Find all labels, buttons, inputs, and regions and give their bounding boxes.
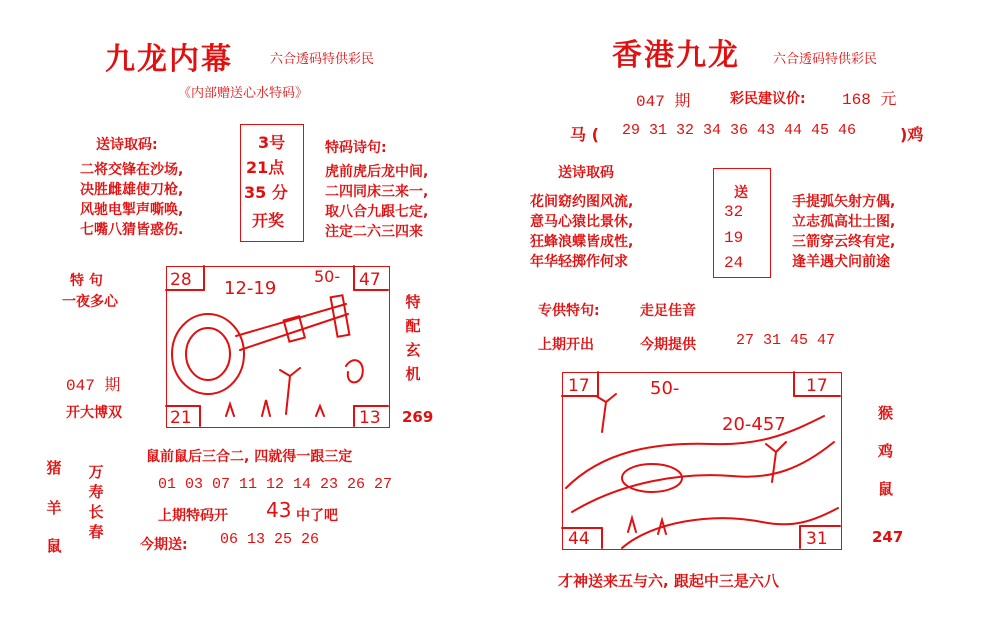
left-last-issue-suffix: 中了吧: [296, 508, 338, 524]
left-animals-col2: 万寿长春: [88, 463, 104, 541]
right-poem2-line: 逢羊遇犬问前途: [792, 254, 890, 270]
left-animal: 鼠: [46, 537, 62, 555]
right-send-box-line: 送: [734, 185, 748, 201]
left-special-poem-line: 取八合九跟七定,: [325, 204, 429, 220]
right-picture-corner-tr: 17: [806, 376, 828, 396]
right-poem2-line: 立志孤高壮士图,: [792, 214, 896, 230]
right-horse-end: )鸡: [900, 125, 924, 144]
right-price-label: 彩民建议价:: [730, 91, 806, 107]
left-special-poem-line: 二四同床三来一,: [325, 184, 429, 200]
left-special-poem-line: 虎前虎后龙中间,: [325, 164, 429, 180]
left-last-issue-number: 43: [266, 498, 292, 522]
right-send-box-line: 24: [724, 254, 744, 272]
left-numbers-line: 01 03 07 11 12 14 23 26 27: [158, 476, 393, 493]
right-animal: 猴: [878, 404, 894, 422]
left-draw-box-line: 开奖: [252, 211, 285, 230]
right-issue: 047 期: [636, 93, 691, 111]
right-special-text: 走足佳音: [640, 303, 696, 319]
left-side-number: 269: [402, 408, 434, 426]
drum-inner: [186, 328, 230, 380]
left-poem-label: 送诗取码:: [96, 137, 158, 153]
river-sketch: [566, 416, 834, 512]
right-special-label: 专供特句:: [538, 303, 600, 319]
left-poem-line: 二将交锋在沙场,: [80, 162, 184, 178]
left-last-issue-prefix: 上期特码开: [158, 508, 228, 524]
right-price: 168 元: [842, 91, 897, 109]
right-poem-line: 意马心猿比景休,: [530, 214, 634, 230]
right-poem2-line: 三箭穿云终有定,: [792, 234, 896, 250]
tree-sketch: [596, 394, 786, 482]
left-special-poem-line: 注定二六三四来: [325, 224, 423, 240]
left-issue: 047 期: [66, 377, 121, 395]
left-special-poem-label: 特码诗句:: [325, 140, 387, 156]
right-last-label: 上期开出: [538, 337, 594, 353]
left-picture-corner-tr: 47: [359, 270, 381, 290]
left-picture-sketch: [166, 266, 388, 426]
right-poem-label: 送诗取码: [558, 165, 614, 181]
right-picture-sketch: [562, 372, 840, 548]
right-poem2: [792, 192, 895, 272]
left-picture-corner-bl: 21: [170, 408, 192, 428]
right-animal: 鼠: [878, 480, 894, 498]
right-horse-label: 马 (: [570, 125, 599, 144]
left-picture-corner-br: 13: [359, 408, 381, 428]
right-picture-corner-br: 31: [806, 529, 828, 549]
right-animal: 鸡: [878, 442, 894, 460]
left-draw-box-line: 21点: [246, 158, 285, 177]
left-picture-corner-tl: 28: [170, 270, 192, 290]
right-picture-scribble: 50-: [650, 378, 680, 399]
right-poem2-line: 手提弧矢射方偶,: [792, 194, 896, 210]
grass-sketch: [226, 400, 324, 416]
drum-shape: [172, 314, 244, 394]
right-picture-corner-tl: 17: [568, 376, 590, 396]
left-animal: 猪: [46, 459, 62, 477]
right-title-sub: 六合透码特供彩民: [773, 52, 878, 67]
left-picture-scribble: 12-19: [224, 278, 277, 299]
left-poem-line: 决胜雌雄使刀枪,: [80, 182, 184, 198]
right-send-box-line: 19: [724, 229, 744, 247]
right-bottom-line: 才神送来五与六, 跟起中三是六八: [558, 572, 779, 590]
left-poem-line: 风驰电掣声嘶唤,: [80, 202, 184, 218]
left-picture-scribble2: 50-: [314, 267, 341, 286]
right-send-box-line: 32: [724, 203, 744, 221]
right-poem: [530, 192, 633, 272]
right-side-number: 247: [872, 528, 904, 546]
left-rat-line: 鼠前鼠后三合二, 四就得一跟三定: [146, 449, 353, 465]
left-title-sub: 六合透码特供彩民: [270, 52, 375, 67]
left-poem-line: 七嘴八猜皆惑伤.: [80, 222, 184, 238]
flower-sketch: [280, 368, 300, 414]
right-title: 香港九龙: [612, 38, 740, 73]
right-picture-scribble2: 20-457: [722, 414, 786, 435]
right-today-label: 今期提供: [640, 337, 696, 353]
left-animal: 羊: [46, 499, 62, 517]
right-poem-line: 狂蜂浪蝶皆成性,: [530, 234, 634, 250]
right-today-numbers: 27 31 45 47: [736, 332, 836, 349]
left-today-numbers: 06 13 25 26: [220, 531, 320, 548]
left-special-poem: [325, 162, 428, 242]
right-picture-corner-bl: 44: [568, 529, 590, 549]
right-horse-numbers: 29 31 32 34 36 43 44 45 46: [622, 122, 857, 139]
right-poem-line: 花间窈约图风流,: [530, 194, 634, 210]
pole-shape: [236, 304, 348, 350]
left-title: 九龙内幕: [105, 42, 233, 77]
left-poem: [80, 160, 183, 240]
left-subtitle: 《内部赠送心水特码》: [178, 86, 309, 101]
right-poem-line: 年华轻掷作何求: [530, 254, 628, 270]
left-big-small: 开大博双: [66, 405, 122, 421]
left-tejue-text: 一夜多心: [62, 294, 118, 310]
left-today-label: 今期送:: [140, 537, 188, 553]
figure-sketch: [346, 360, 363, 382]
left-tejue-label: 特 句: [70, 273, 103, 289]
left-draw-box-line: 3号: [258, 133, 286, 152]
left-side-vertical: 特配玄机: [405, 293, 421, 383]
left-draw-box-line: 35 分: [244, 183, 288, 202]
